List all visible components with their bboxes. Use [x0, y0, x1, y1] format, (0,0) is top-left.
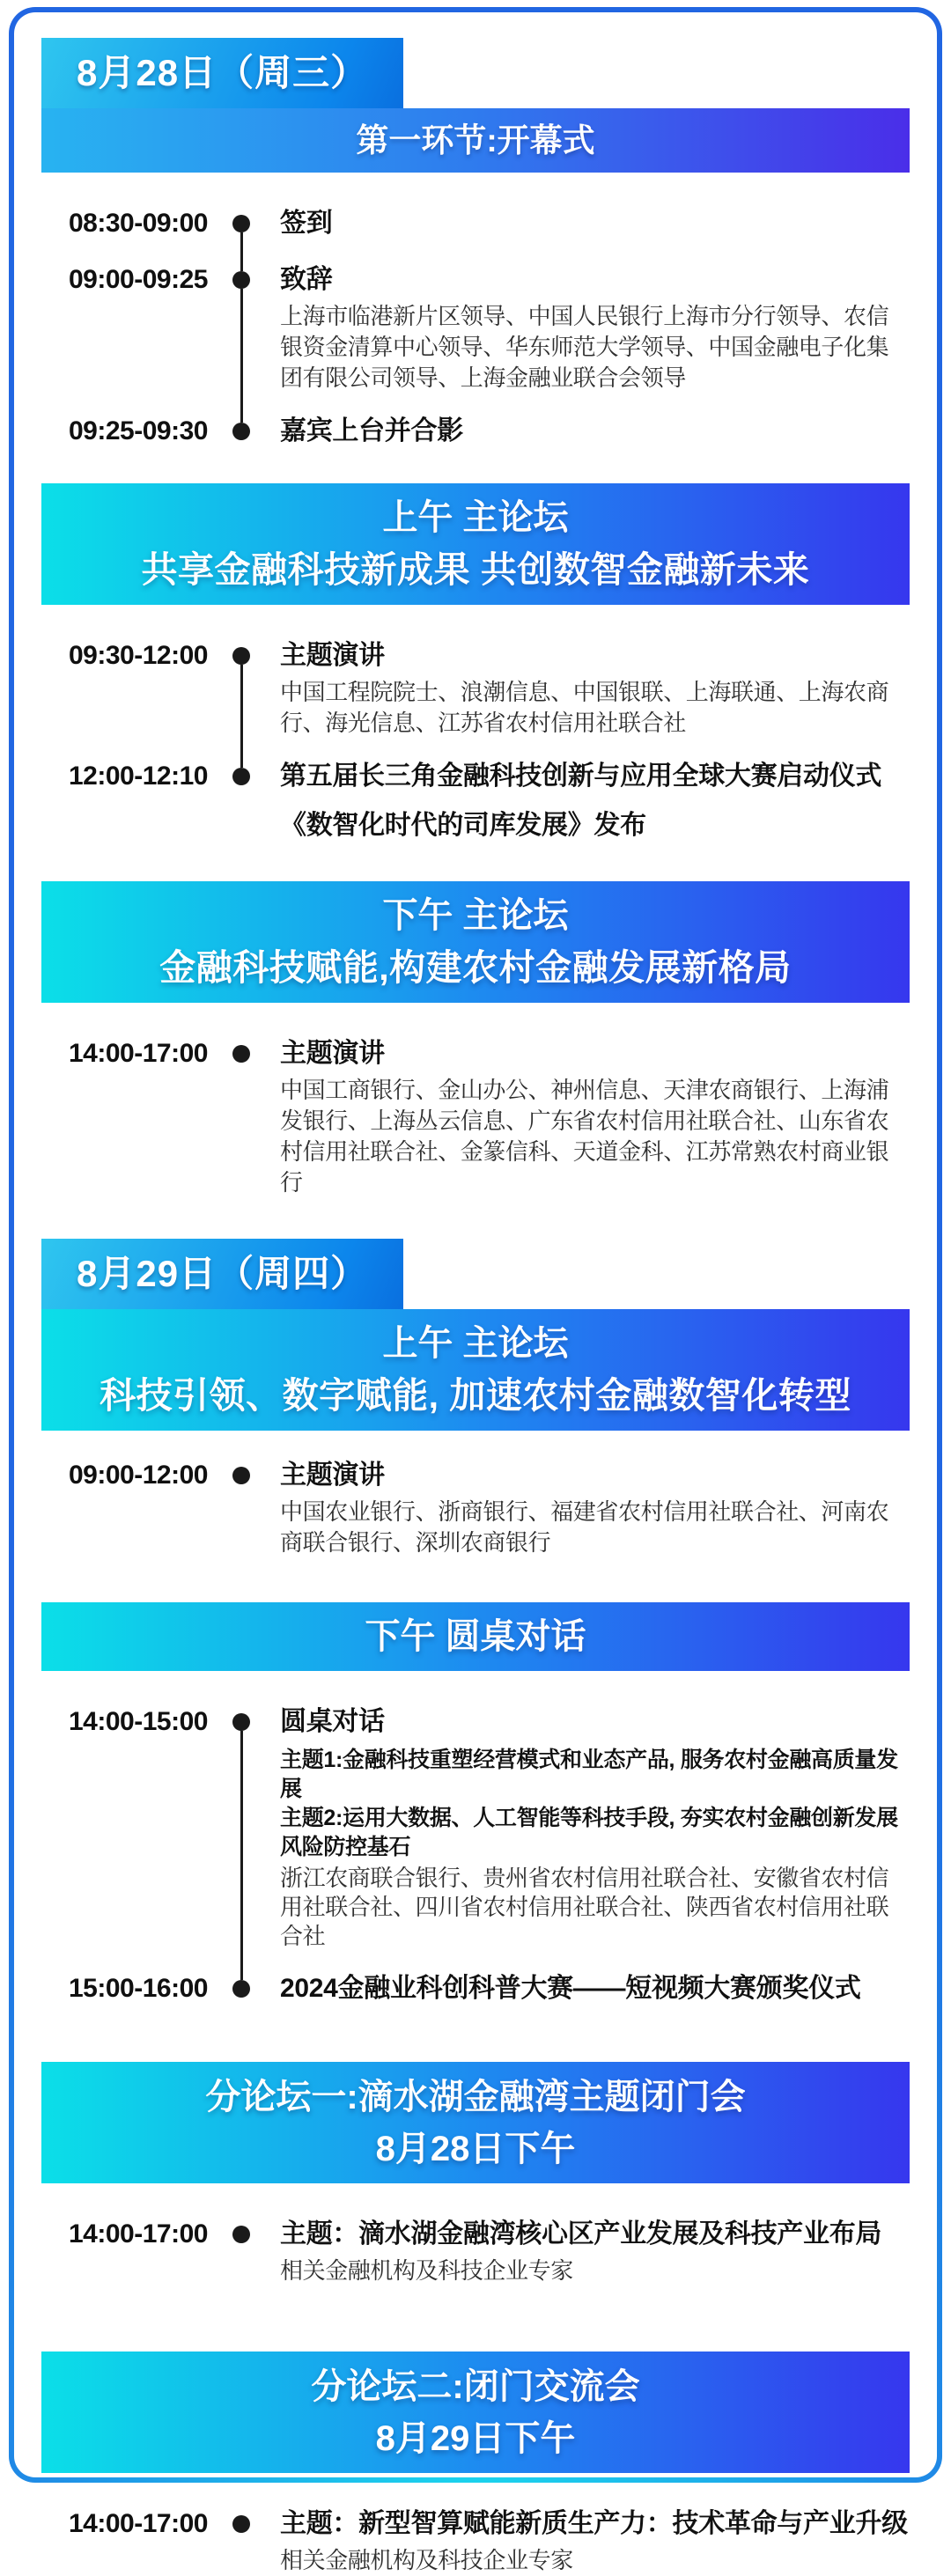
event-body: [268, 261, 910, 413]
event-time: 12:00-12:10: [69, 762, 208, 791]
timeline-gutter: [215, 637, 268, 758]
event-title-line2: 《数智化时代的司库发展》发布: [280, 811, 646, 840]
date-banner-aug28: 8月28日（周三）: [41, 38, 403, 108]
event-speakers: 上海市临港新片区领导、中国人民银行上海市分行领导、农信银资金清算中心领导、华东师范大学领导、中国金融电子化集团有限公司领导、上海金融业联合会领导: [280, 303, 889, 391]
event-row: [41, 1970, 910, 2007]
session-banner-title: 分论坛二:闭门交流会: [311, 2366, 640, 2406]
event-title: 圆桌对话: [280, 1707, 385, 1736]
afternoon-timeline-aug28: [41, 1035, 910, 1198]
morning-timeline-aug28: [41, 637, 910, 844]
session-banner-date: 8月28日下午: [375, 2129, 576, 2168]
timeline-dot: [232, 2226, 250, 2243]
subforum-1-block: [41, 2062, 910, 2286]
timeline-gutter: [215, 261, 268, 413]
event-title: 嘉宾上台并合影: [280, 416, 463, 445]
event-time: 09:30-12:00: [69, 641, 208, 670]
event-time: 09:25-09:30: [69, 416, 208, 445]
event-title: 2024金融业科创科普大赛——短视频大赛颁奖仪式: [280, 1974, 861, 2003]
event-row: [41, 2506, 910, 2576]
timeline-gutter: [215, 1970, 268, 2007]
event-time: 09:00-09:25: [69, 265, 208, 294]
event-body: [268, 205, 910, 261]
event-time: 14:00-15:00: [69, 1707, 208, 1736]
timeline-gutter: [215, 2506, 268, 2576]
event-body: [268, 758, 910, 844]
event-row: [41, 758, 910, 844]
roundtable-banner-aug29: [41, 1602, 910, 1671]
event-title: 主题演讲: [280, 1039, 385, 1068]
event-topic-2: 主题2:运用大数据、人工智能等科技手段, 夯实农村金融创新发展风险防控基石: [280, 1806, 898, 1859]
event-time: 09:00-12:00: [69, 1461, 208, 1490]
timeline-gutter: [215, 413, 268, 450]
morning-forum-banner-aug28: [41, 483, 910, 605]
subforum-2-block: [41, 2352, 910, 2576]
timeline-gutter: [215, 2216, 268, 2286]
event-row: [41, 413, 910, 450]
timeline-dot: [232, 1045, 250, 1063]
event-speakers: 相关金融机构及科技企业专家: [280, 2547, 573, 2573]
morning-timeline-aug29: [41, 1457, 910, 1558]
event-speakers: 中国工程院院士、浪潮信息、中国银联、上海联通、上海农商行、海光信息、江苏省农村信用社联合社: [280, 679, 889, 736]
session-banner-subtitle: 金融科技赋能,构建农村金融发展新格局: [159, 946, 792, 988]
event-title: 主题：滴水湖金融湾核心区产业发展及科技产业布局: [280, 2219, 882, 2248]
timeline-dot: [232, 1980, 250, 1998]
session-banner-title: 分论坛一:滴水湖金融湾主题闭门会: [205, 2077, 746, 2116]
subforum-2-timeline: [41, 2506, 910, 2576]
event-title: 主题演讲: [280, 1461, 385, 1490]
timeline-gutter: [215, 205, 268, 261]
event-time: 15:00-16:00: [69, 1974, 208, 2003]
event-body: [268, 1704, 910, 1970]
event-body: [268, 1457, 910, 1558]
event-row: [41, 1704, 910, 1970]
event-title: 签到: [280, 209, 333, 238]
event-body: [268, 637, 910, 758]
event-title: 主题：新型智算赋能新质生产力：技术革命与产业升级: [280, 2509, 908, 2538]
timeline-gutter: [215, 758, 268, 844]
session-banner-title: 下午 主论坛: [382, 895, 569, 935]
event-time: 14:00-17:00: [69, 1039, 208, 1068]
event-speakers: 浙江农商联合银行、贵州省农村信用社联合社、安徽省农村信用社联合社、四川省农村信用社联合社、陕西省农村信用社联合社: [280, 1865, 889, 1949]
poster-body: [14, 12, 937, 2573]
event-time: 14:00-17:00: [69, 2509, 208, 2538]
event-body: [268, 2216, 910, 2286]
timeline-dot: [232, 423, 250, 440]
day-block-aug29: [41, 1239, 910, 2007]
event-topic-1: 主题1:金融科技重塑经营模式和业态产品, 服务农村金融高质量发展: [280, 1748, 898, 1801]
timeline-gutter: [215, 1704, 268, 1970]
session-banner-date: 8月29日下午: [375, 2418, 576, 2458]
timeline-dot: [232, 271, 250, 289]
event-time: 08:30-09:00: [69, 209, 208, 238]
session-banner-title: 上午 主论坛: [382, 1323, 569, 1363]
timeline-gutter: [215, 1035, 268, 1198]
session-banner-title: 下午 圆桌对话: [365, 1617, 586, 1656]
event-row: [41, 637, 910, 758]
roundtable-timeline-aug29: [41, 1704, 910, 2007]
opening-session-banner: 第一环节:开幕式: [41, 108, 910, 173]
event-time: 14:00-17:00: [69, 2219, 208, 2248]
subforum-1-banner: [41, 2062, 910, 2183]
date-banner-aug29: 8月29日（周四）: [41, 1239, 403, 1309]
timeline-dot: [232, 768, 250, 785]
event-row: [41, 2216, 910, 2286]
subforum-1-timeline: [41, 2216, 910, 2286]
event-row: [41, 1457, 910, 1558]
timeline-dot: [232, 2515, 250, 2533]
timeline-dot: [232, 1713, 250, 1731]
event-row: [41, 261, 910, 413]
session-banner-subtitle: 科技引领、数字赋能, 加速农村金融数智化转型: [100, 1374, 851, 1416]
event-speakers: 中国农业银行、浙商银行、福建省农村信用社联合社、河南农商联合银行、深圳农商银行: [280, 1498, 889, 1556]
session-banner-subtitle: 共享金融科技新成果 共创数智金融新未来: [141, 548, 810, 590]
timeline-dot: [232, 1467, 250, 1484]
event-body: [268, 1035, 910, 1198]
morning-forum-banner-aug29: [41, 1309, 910, 1431]
event-body: [268, 1970, 910, 2007]
timeline-dot: [232, 215, 250, 232]
event-title: 第五届长三角金融科技创新与应用全球大赛启动仪式: [280, 762, 882, 791]
event-body: [268, 413, 910, 450]
event-speakers: 相关金融机构及科技企业专家: [280, 2257, 573, 2284]
timeline-gutter: [215, 1457, 268, 1558]
day-block-aug28: [41, 38, 910, 1198]
event-title: 主题演讲: [280, 641, 385, 670]
subforum-2-banner: [41, 2352, 910, 2473]
event-row: [41, 205, 910, 261]
opening-timeline: [41, 205, 910, 450]
poster-frame: [9, 7, 942, 2573]
afternoon-forum-banner-aug28: [41, 881, 910, 1003]
timeline-dot: [232, 647, 250, 665]
session-banner-title: 上午 主论坛: [382, 497, 569, 537]
event-title: 致辞: [280, 265, 333, 294]
event-speakers: 中国工商银行、金山办公、神州信息、天津农商银行、上海浦发银行、上海丛云信息、广东省农村信用社联合社、山东省农村信用社联合社、金篆信科、天道金科、江苏常熟农村商业银行: [280, 1077, 889, 1196]
event-body: [268, 2506, 910, 2576]
event-row: [41, 1035, 910, 1198]
